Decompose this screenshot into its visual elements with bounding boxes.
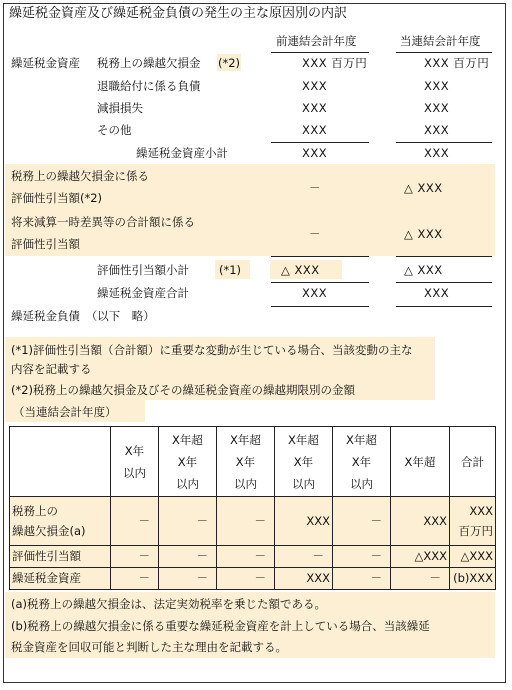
column-header-curr: 当連結会計年度 (400, 34, 481, 48)
allowance-loss-label-line2: 評価性引当額(*2) (11, 191, 103, 205)
item-value-curr: XXX (424, 79, 450, 93)
allowance-subtotal-value-prev: △ XXX (281, 263, 320, 277)
total-rule-curr (396, 282, 492, 283)
table-header-cell: X年 以内 (111, 427, 159, 497)
assets-total-value-prev: XXX (302, 286, 328, 300)
header-underline-curr (396, 52, 492, 53)
table-cell: － (111, 567, 159, 589)
total-bottom-rule-curr (396, 306, 492, 307)
table-row (10, 497, 496, 546)
footnote-b-line1: (b)税務上の繰越欠損金に係る重要な繰延税金資産を計上している場合、当該繰延 (11, 619, 430, 633)
table-header-cell: 合計 (450, 427, 496, 497)
table-header-cell: X年超 X年 以内 (159, 427, 217, 497)
document-title: 繰延税金資産及び繰延税金負債の発生の主な原因別の内訳 (9, 6, 348, 21)
item-value-prev: XXX (302, 123, 328, 137)
allowance-rule-prev (271, 256, 369, 257)
table-cell: △XXX (391, 545, 450, 567)
allowance-loss-value-curr: △ XXX (404, 181, 443, 195)
liabilities-line: 繰延税金負債 （以下 略） (11, 309, 155, 323)
table-row (10, 567, 496, 589)
allowance-subtotal-note: (*1) (219, 263, 242, 277)
table-cell: － (159, 545, 217, 567)
item-label: その他 (97, 123, 132, 137)
table-cell: － (333, 497, 391, 546)
assets-section-label: 繰延税金資産 (11, 56, 80, 70)
note-1-line1: (*1)評価性引当額（合計額）に重要な変動が生じている場合、当該変動の主な (11, 343, 413, 357)
allowance-temp-value-prev: － (309, 227, 321, 241)
assets-total-value-curr: XXX (424, 286, 450, 300)
note-1-line2: 内容を記載する (11, 362, 92, 376)
subtotal-rule-curr (396, 142, 492, 143)
table-cell-total: (b)XXX (450, 567, 496, 589)
table-cell-total: △XXX (450, 545, 496, 567)
header-underline-prev (271, 52, 369, 53)
table-row (10, 545, 496, 567)
table-cell: － (159, 497, 217, 546)
row-label: 評価性引当額 (10, 545, 111, 567)
table-cell: － (111, 497, 159, 546)
table-cell: XXX (275, 567, 333, 589)
table-cell: － (217, 497, 275, 546)
assets-total-label: 繰延税金資産合計 (97, 286, 189, 300)
table-header-cell: X年超 X年 以内 (217, 427, 275, 497)
allowance-temp-label-line2: 評価性引当額 (11, 237, 80, 251)
table-header-cell: X年超 (391, 427, 450, 497)
allowance-subtotal-value-curr: △ XXX (404, 263, 443, 277)
footnote-b-line2: 税金資産を回収可能と判断した主な理由を記載する。 (11, 640, 287, 654)
total-rule-prev (271, 282, 369, 283)
table-cell: － (159, 567, 217, 589)
item-label: 減損損失 (97, 101, 143, 115)
schedule-period-label: （当連結会計年度） (13, 405, 117, 419)
subtotal-label: 繰延税金資産小計 (136, 146, 228, 160)
subtotal-value-curr: XXX (424, 146, 450, 160)
subtotal-rule-prev (271, 142, 369, 143)
table-header-empty (10, 427, 111, 497)
table-cell: － (111, 545, 159, 567)
item-value-curr: XXX 百万円 (424, 56, 490, 70)
table-cell: XXX (275, 497, 333, 546)
table-header-cell: X年超 X年 以内 (333, 427, 391, 497)
total-bottom-rule-prev (271, 306, 369, 307)
footnote-a: (a)税務上の繰越欠損金は、法定実効税率を乗じた額である。 (11, 597, 327, 611)
row-label: 繰延税金資産 (10, 567, 111, 589)
item-note: (*2) (218, 56, 241, 70)
subtotal-value-prev: XXX (302, 146, 328, 160)
allowance-subtotal-label: 評価性引当額小計 (97, 263, 189, 277)
table-cell: － (333, 545, 391, 567)
column-header-prev: 前連結会計年度 (276, 34, 357, 48)
allowance-loss-label-line1: 税務上の繰越欠損金に係る (11, 169, 149, 183)
table-cell: － (217, 567, 275, 589)
note-2: (*2)税務上の繰越欠損金及びその繰延税金資産の繰越期限別の金額 (11, 383, 356, 397)
allowance-loss-value-prev: － (309, 181, 321, 195)
allowance-rule-curr (396, 256, 492, 257)
row-label: 税務上の 繰越欠損金(a) (10, 497, 111, 546)
table-cell: XXX (391, 497, 450, 546)
table-cell-total: XXX 百万円 (450, 497, 496, 546)
table-cell: － (333, 567, 391, 589)
item-label: 税務上の繰越欠損金 (97, 56, 201, 70)
allowance-temp-label-line1: 将来減算一時差異等の合計額に係る (11, 215, 195, 229)
table-cell: － (217, 545, 275, 567)
item-value-prev: XXX 百万円 (302, 56, 368, 70)
expiry-schedule-table (9, 426, 496, 590)
item-value-prev: XXX (302, 79, 328, 93)
table-header-cell: X年超 X年 以内 (275, 427, 333, 497)
table-cell: － (275, 545, 333, 567)
item-value-prev: XXX (302, 101, 328, 115)
item-value-curr: XXX (424, 123, 450, 137)
table-cell: － (391, 567, 450, 589)
item-label: 退職給付に係る負債 (97, 79, 201, 93)
item-value-curr: XXX (424, 101, 450, 115)
allowance-temp-value-curr: △ XXX (404, 227, 443, 241)
